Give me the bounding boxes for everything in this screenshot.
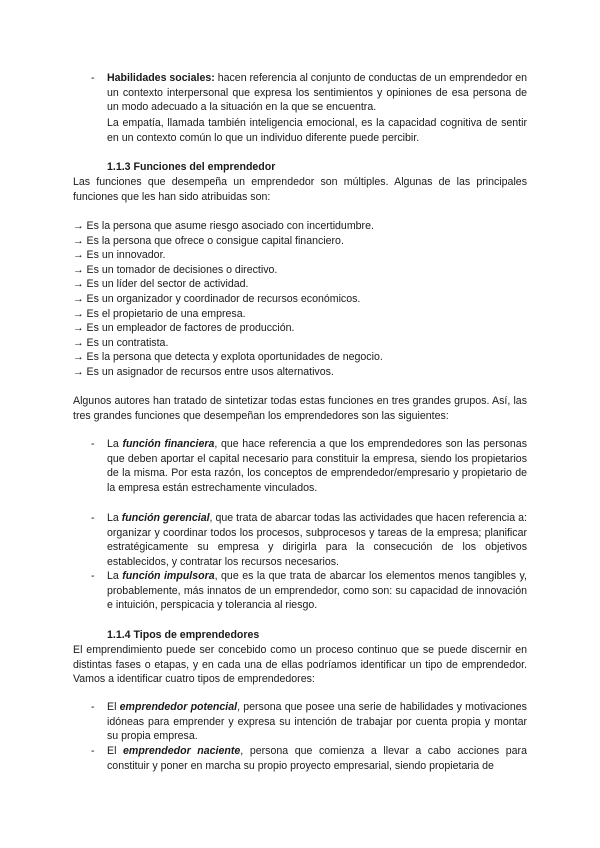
function-financial-paragraph <box>107 437 527 495</box>
empathy-paragraph: La empatía, llamada también inteligencia emocional, es la capacidad cognitiva de sentir en un contexto común lo que un individuo diferente puede percibir. <box>107 117 527 144</box>
type-potential-text: , persona que posee una serie de habilidades y motivaciones idóneas para emprender y expresa su intención de trabajar por cuenta propia y montar su propia empresa. <box>107 701 527 743</box>
function-managerial-term: función gerencial <box>121 512 210 524</box>
list-item: → Es un asignador de recursos entre usos alternativos. <box>73 365 334 378</box>
type-nascent-text: , persona que comienza a llevar a cabo acciones para constituir y poner en marcha su propio proyecto empresarial, siendo propietaria de <box>107 745 527 772</box>
functions-list <box>73 219 527 380</box>
function-managerial-paragraph <box>107 511 527 569</box>
bullet-dash: - <box>91 512 95 524</box>
functions-summary: Algunos autores han tratado de sintetizar todas estas funciones en tres grandes grupos. Así, las tres grandes funciones que desempeñan los emprendedores son las siguientes: <box>73 395 527 422</box>
types-intro: El emprendimiento puede ser concebido como un proceso continuo que se puede discernir en distintas fases o etapas, y en cada una de ellas podríamos identificar un tipo de emprendedor. Vamos a identificar cuatro tipos de emprendedores: <box>73 644 527 686</box>
function-prefix: La <box>107 570 123 582</box>
bullet-dash: - <box>91 438 95 450</box>
type-potential-term: emprendedor potencial <box>119 701 238 713</box>
list-item: → Es un innovador. <box>73 249 166 262</box>
type-nascent-paragraph <box>107 744 527 773</box>
list-item: → Es la persona que asume riesgo asociado con incertidumbre. <box>73 220 374 232</box>
type-potential-paragraph <box>107 700 527 744</box>
bullet-dash: - <box>91 72 95 84</box>
list-item: → Es un líder del sector de actividad. <box>73 278 249 291</box>
list-item: → Es un contratista. <box>73 336 169 349</box>
list-item: → Es un organizador y coordinador de recursos económicos. <box>73 292 361 305</box>
function-driving-paragraph <box>107 569 527 613</box>
list-item: → Es la persona que detecta y explota oportunidades de negocio. <box>73 351 383 364</box>
bullet-dash: - <box>91 701 95 713</box>
list-item: → Es la persona que ofrece o consigue capital financiero. <box>73 234 344 247</box>
function-prefix: La <box>107 438 123 450</box>
functions-intro: Las funciones que desempeña un emprendedor son múltiples. Algunas de las principales funciones que les han sido atribuidas son: <box>73 176 527 203</box>
social-skills-text: hacen referencia al conjunto de conductas de un emprendedor en un contexto interpersonal que expresa los sentimientos y opiniones de esa persona de un modo adecuado a la situación en la que se encuentra. <box>107 72 527 114</box>
function-financial-text: , que hace referencia a que los emprendedores son las personas que deben aportar el capital necesario para constituir la empresa, siendo los propietarios de la misma. Por esta razón, los conceptos de emprendedor/empresario y propietario de la empresa están estrechamente vinculados. <box>107 438 527 494</box>
function-driving-term: función impulsora <box>122 570 215 582</box>
bullet-dash: - <box>91 570 95 582</box>
bullet-dash: - <box>91 745 95 757</box>
section-heading-functions: 1.1.3 Funciones del emprendedor <box>107 161 276 173</box>
type-prefix: El <box>107 745 124 757</box>
type-prefix: El <box>107 701 120 713</box>
social-skills-term: Habilidades sociales: <box>107 72 215 84</box>
list-item: → Es un tomador de decisiones o directivo. <box>73 263 278 276</box>
list-item: → Es un empleador de factores de producción. <box>73 322 295 335</box>
social-skills-paragraph <box>107 71 527 115</box>
list-item: → Es el propietario de una empresa. <box>73 307 246 320</box>
function-managerial-text: , que trata de abarcar todas las actividades que hacen referencia a: organizar y coordinar todos los procesos, subprocesos y tareas de la empresa; planificar estratégicamente su empresa y dirigirla para la consecución de los objetivos establecidos, y contratar los recursos necesarios. <box>107 512 527 568</box>
section-heading-types: 1.1.4 Tipos de emprendedores <box>107 629 260 641</box>
function-prefix: La <box>107 512 122 524</box>
function-driving-text: , que es la que trata de abarcar los elementos menos tangibles y, probablemente, más innatos de un emprendedor, como son: su capacidad de innovación e intuición, perspicacia y tolerancia al riesgo. <box>107 570 527 612</box>
function-financial-term: función financiera <box>122 438 215 450</box>
type-nascent-term: emprendedor naciente <box>123 745 241 757</box>
